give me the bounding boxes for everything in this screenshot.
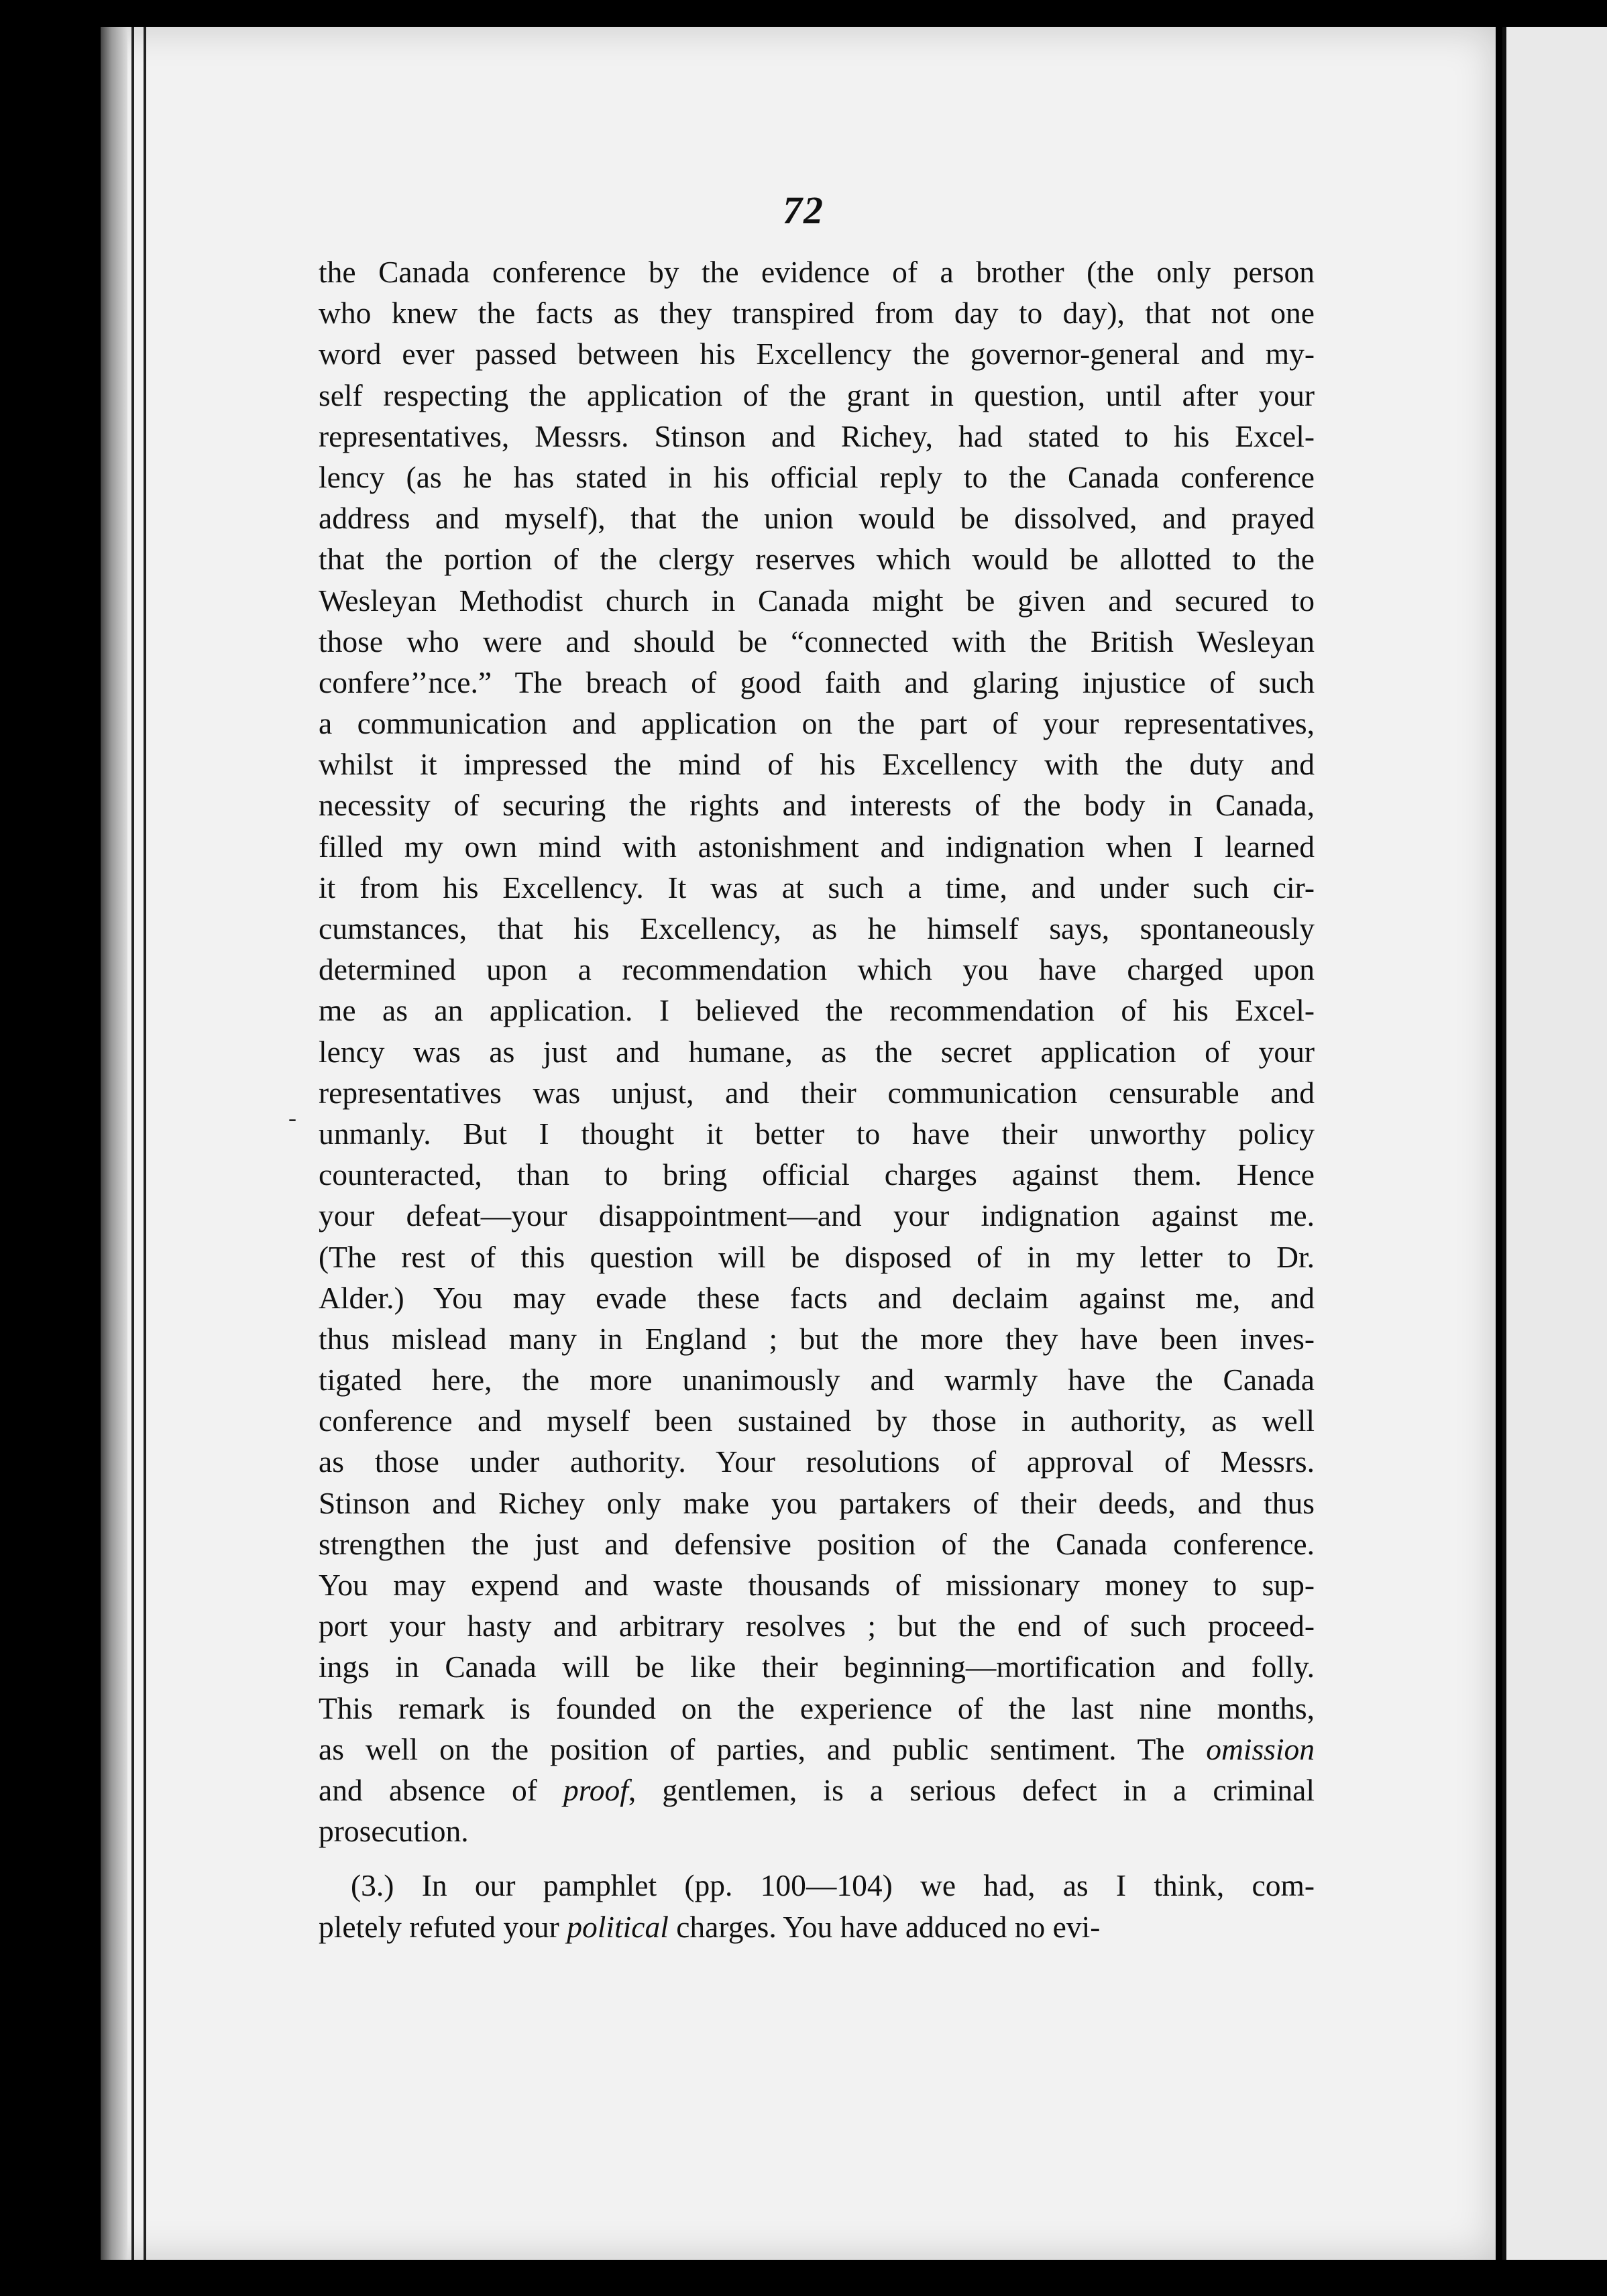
paragraph-gap bbox=[319, 1851, 1315, 1865]
body-text bbox=[319, 251, 1315, 1947]
text-line: and absence of proof, gentlemen, is a serious defect in a criminal bbox=[319, 1772, 1315, 1807]
text-line: self respecting the application of the grant in question, until after your bbox=[319, 378, 1315, 412]
text-line: (The rest of this question will be disposed of in my letter to Dr. bbox=[319, 1239, 1315, 1274]
binding-edge bbox=[101, 27, 127, 2260]
text-line: port your hasty and arbitrary resolves ; but the end of such proceed- bbox=[319, 1609, 1315, 1644]
text-line: pletely refuted your political charges. You have adduced no evi- bbox=[319, 1909, 1101, 1944]
text-line: Stinson and Richey only make you partakers of their deeds, and thus bbox=[319, 1485, 1315, 1520]
text-line: address and myself), that the union would be dissolved, and prayed bbox=[319, 501, 1315, 536]
text-line: lency was as just and humane, as the secret application of your bbox=[319, 1034, 1315, 1069]
text-line: it from his Excellency. It was at such a time, and under such cir- bbox=[319, 870, 1315, 905]
text-line: lency (as he has stated in his official reply to the Canada conference bbox=[319, 459, 1315, 494]
text-line: me as an application. I believed the recommendation of his Excel- bbox=[319, 993, 1315, 1028]
text-line: those who were and should be “connected with the British Wesleyan bbox=[319, 624, 1315, 658]
text-line: whilst it impressed the mind of his Excellency with the duty and bbox=[319, 747, 1315, 782]
text-line: that the portion of the clergy reserves which would be allotted to the bbox=[319, 542, 1315, 577]
text-line: determined upon a recommendation which you have charged upon bbox=[319, 952, 1315, 987]
page-number: 72 bbox=[783, 188, 824, 232]
text-line: a communication and application on the part of your representatives, bbox=[319, 706, 1315, 741]
text-line: (3.) In our pamphlet (pp. 100—104) we had, as I think, com- bbox=[351, 1868, 1315, 1903]
text-line: necessity of securing the rights and interests of the body in Canada, bbox=[319, 788, 1315, 823]
text-line: filled my own mind with astonishment and indignation when I learned bbox=[319, 829, 1315, 864]
text-line: Alder.) You may evade these facts and declaim against me, and bbox=[319, 1280, 1315, 1315]
text-line: prosecution. bbox=[319, 1814, 469, 1849]
text-line: the Canada conference by the evidence of a brother (the only person bbox=[319, 255, 1315, 289]
paragraph bbox=[319, 1865, 1315, 1947]
text-line: representatives was unjust, and their communication censurable and bbox=[319, 1075, 1315, 1110]
text-line: confere’’nce.” The breach of good faith and glaring injustice of such bbox=[319, 665, 1315, 699]
text-line: thus mislead many in England ; but the more they have been inves- bbox=[319, 1321, 1315, 1356]
text-line: This remark is founded on the experience of the last nine months, bbox=[319, 1690, 1315, 1725]
text-line: counteracted, than to bring official charges against them. Hence bbox=[319, 1157, 1315, 1192]
text-line: unmanly. But I thought it better to have their unworthy policy bbox=[319, 1116, 1315, 1151]
text-line: conference and myself been sustained by those in authority, as well bbox=[319, 1403, 1315, 1438]
text-line: You may expend and waste thousands of missionary money to sup- bbox=[319, 1568, 1315, 1602]
facing-page-edge bbox=[1502, 27, 1607, 2260]
text-line: who knew the facts as they transpired from day to day), that not one bbox=[319, 296, 1315, 331]
text-line: word ever passed between his Excellency the governor-general and my- bbox=[319, 337, 1315, 371]
paragraph bbox=[319, 251, 1315, 1851]
text-line: as well on the position of parties, and public sentiment. The omission bbox=[319, 1731, 1315, 1766]
text-line: as those under authority. Your resolutions of approval of Messrs. bbox=[319, 1444, 1315, 1479]
text-line: Wesleyan Methodist church in Canada might be given and secured to bbox=[319, 583, 1315, 618]
text-line: your defeat—your disappointment—and your indignation against me. bbox=[319, 1198, 1315, 1233]
page-edge-line bbox=[131, 27, 134, 2260]
text-line: strengthen the just and defensive position of the Canada conference. bbox=[319, 1526, 1315, 1561]
text-line: representatives, Messrs. Stinson and Richey, had stated to his Excel- bbox=[319, 418, 1315, 453]
margin-mark: - bbox=[288, 1104, 296, 1131]
text-line: tigated here, the more unanimously and warmly have the Canada bbox=[319, 1363, 1315, 1397]
text-line: ings in Canada will be like their beginning—mortification and folly. bbox=[319, 1650, 1315, 1684]
page-edge-line bbox=[144, 27, 146, 2260]
text-line: cumstances, that his Excellency, as he himself says, spontaneously bbox=[319, 911, 1315, 945]
